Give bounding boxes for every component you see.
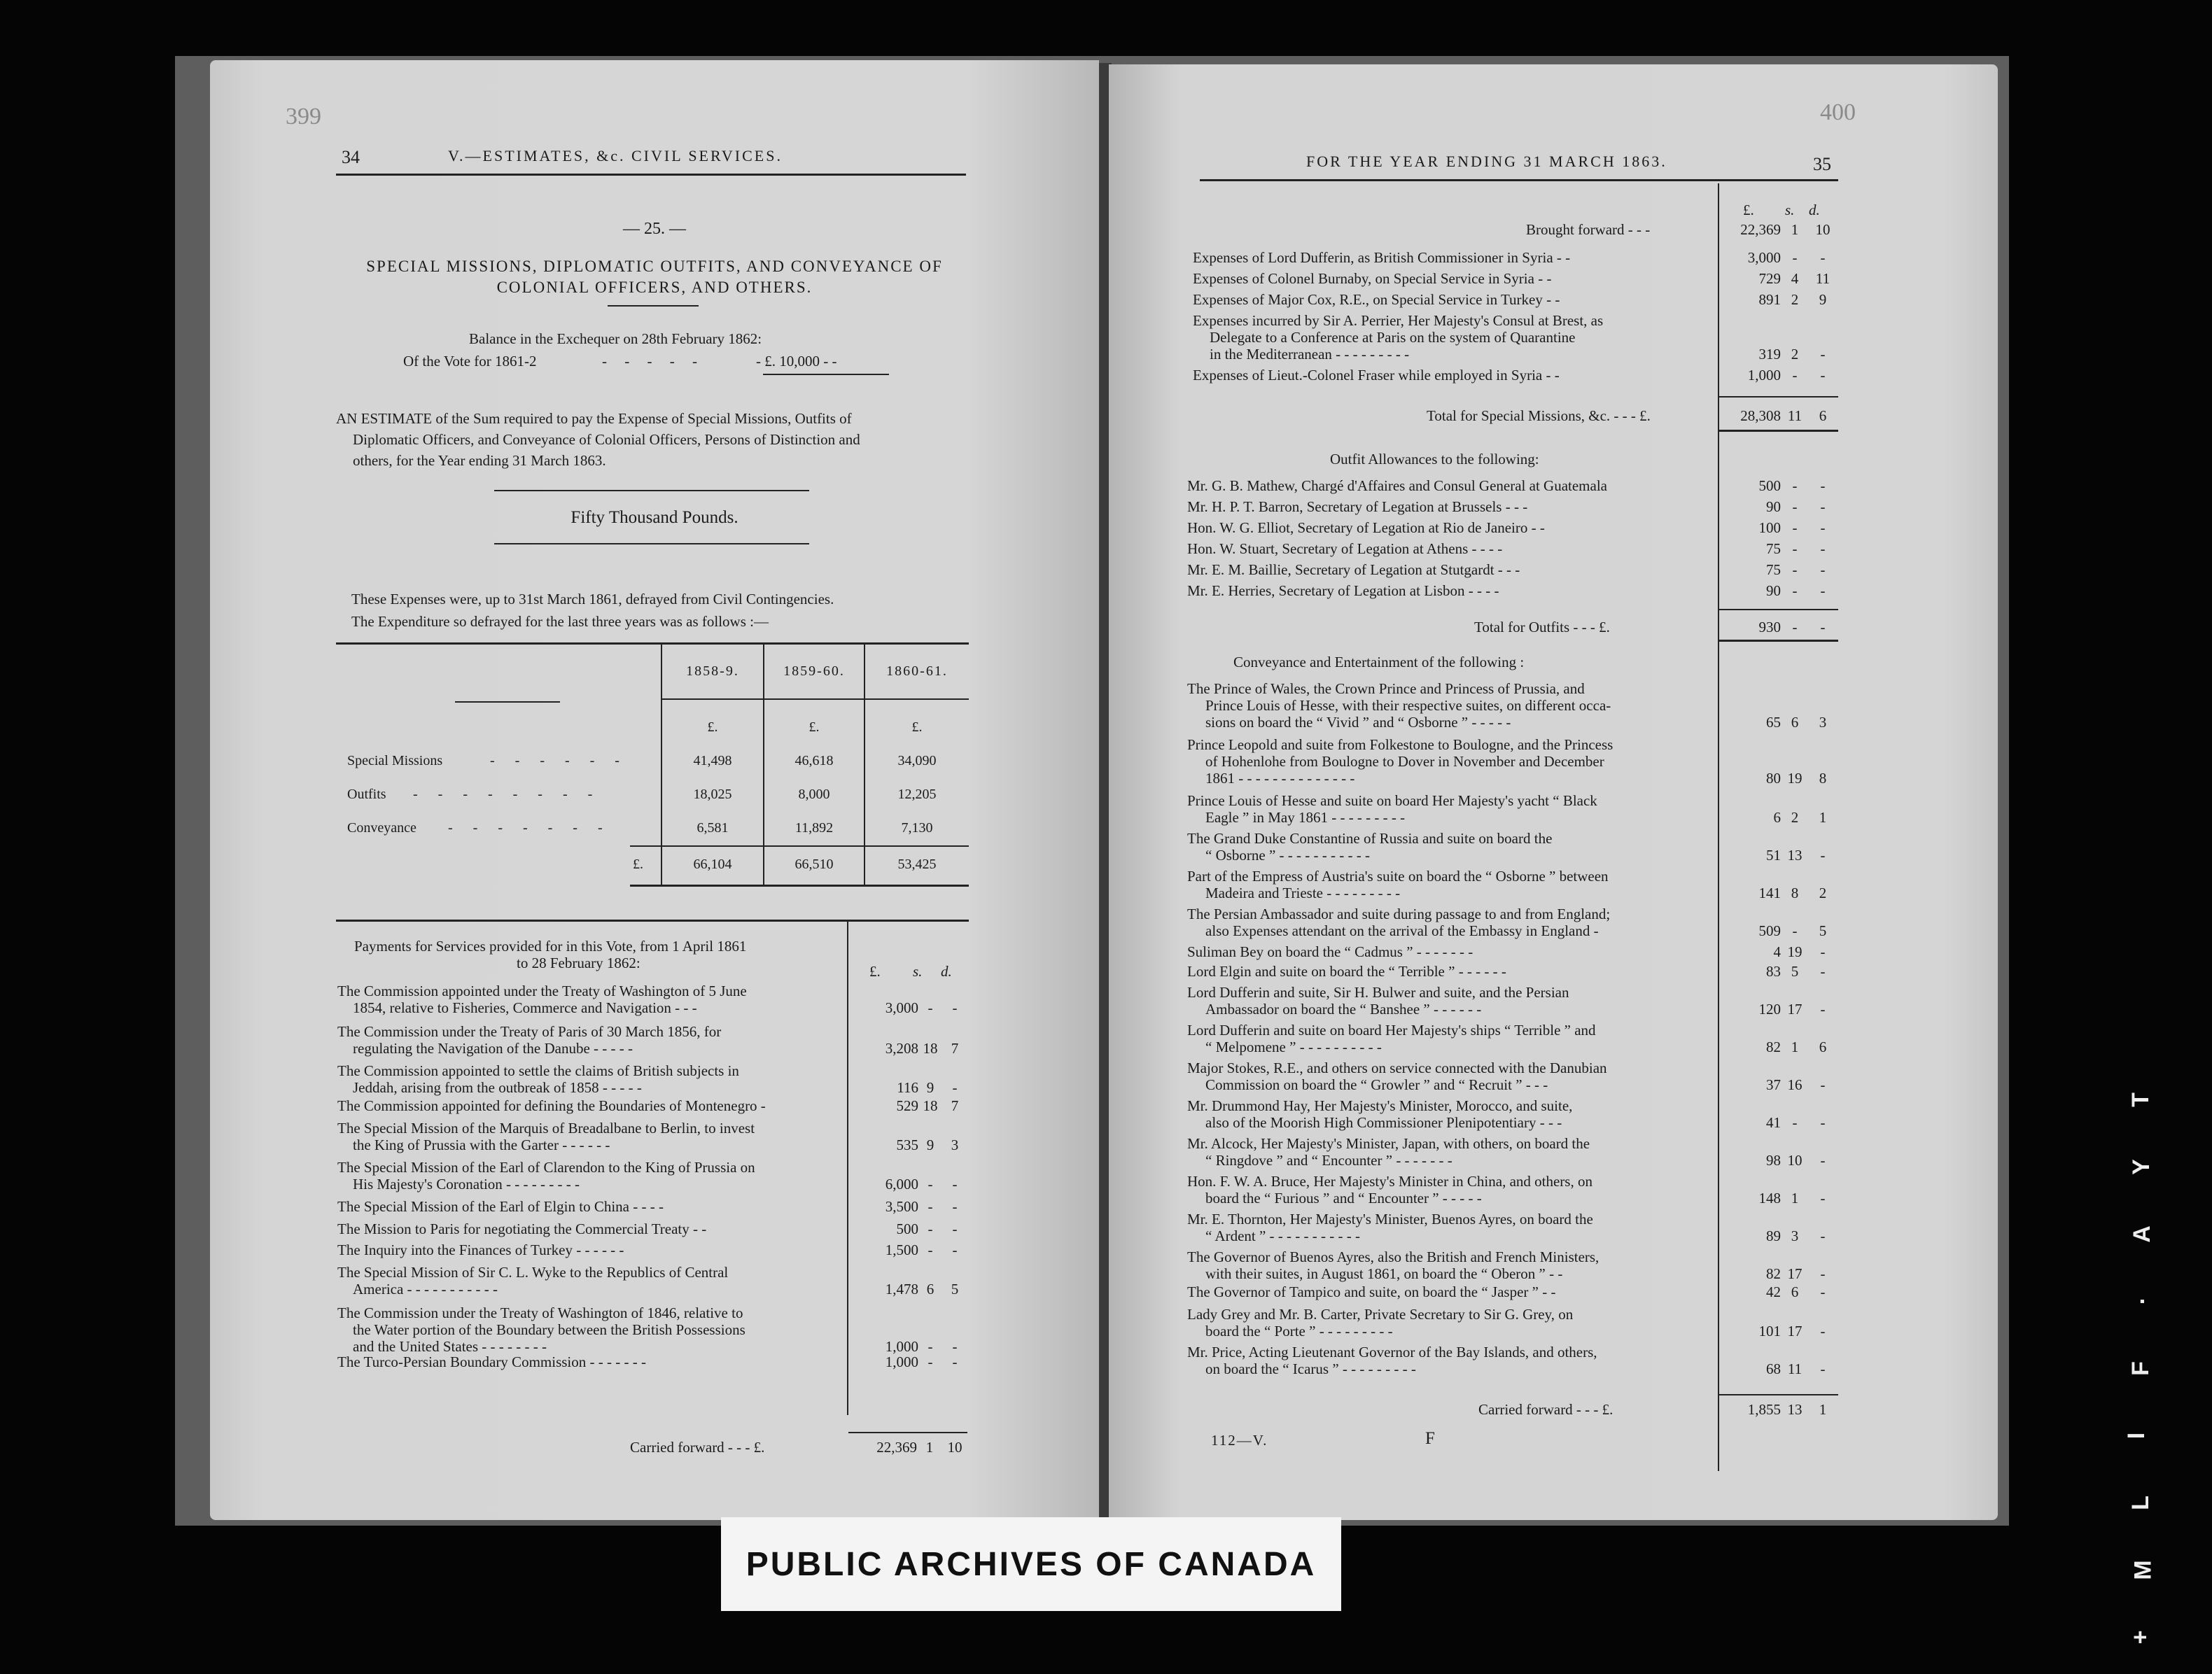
running-head: FOR THE YEAR ENDING 31 MARCH 1863. (1306, 153, 1667, 170)
page-number: 34 (342, 147, 360, 167)
entry-pence: 7 (951, 1097, 959, 1114)
entry-text: “ Osborne ” - - - - - - - - - - - (1205, 847, 1370, 864)
film-edge-letter: + (2127, 1630, 2154, 1645)
entry-pounds: 729 (1758, 270, 1781, 287)
entry-pence: - (1820, 540, 1826, 557)
expenditure-dashes-3: - - - - - - - (448, 820, 611, 836)
entry-pounds: 4 (1773, 943, 1781, 960)
entry-text: The Commission appointed under the Treaty of Washington of 5 June (337, 983, 747, 999)
entry-text: Hon. W. G. Elliot, Secretary of Legation at Rio de Janeiro - - (1187, 519, 1545, 536)
entry-text: Expenses of Lieut.-Colonel Fraser while employed in Syria - - (1193, 367, 1560, 384)
film-edge-letter: L (2127, 1496, 2154, 1510)
entry-pounds: 3,000 (885, 999, 918, 1016)
outfit-total-pence: - (1820, 619, 1826, 635)
expenditure-value: 6,581 (696, 820, 729, 836)
entry-shillings: - (1792, 367, 1798, 384)
entry-text: Lord Dufferin and suite on board Her Majesty's ships “ Terrible ” and (1187, 1022, 1596, 1039)
payments-heading-1: Payments for Services provided for in this Vote, from 1 April 1861 (354, 938, 747, 955)
entry-text: Mr. Price, Acting Lieutenant Governor of the Bay Islands, and others, (1187, 1344, 1597, 1360)
entry-text: Prince Louis of Hesse and suite on board Her Majesty's yacht “ Black (1187, 792, 1597, 809)
payments-heading-2: to 28 February 1862: (517, 955, 640, 971)
entry-shillings: - (927, 1242, 933, 1258)
entry-text: 1861 - - - - - - - - - - - - - - (1205, 770, 1355, 787)
expenditure-dashes-1: - - - - - - (490, 753, 628, 768)
entry-pounds: 41 (1766, 1114, 1781, 1131)
film-edge-letter: I (2123, 1432, 2150, 1440)
entry-text: regulating the Navigation of the Danube - - - - - (353, 1040, 634, 1057)
entry-pounds: 529 (896, 1097, 918, 1114)
entry-shillings: 18 (923, 1040, 938, 1057)
col-pence: d. (941, 963, 952, 980)
entry-text: The Special Mission of Sir C. L. Wyke to the Republics of Central (337, 1264, 729, 1281)
estimate-line3: others, for the Year ending 31 March 1863. (353, 452, 606, 469)
entry-pounds: 148 (1758, 1190, 1781, 1207)
entry-pence: 2 (1819, 885, 1827, 901)
entry-shillings: - (927, 999, 933, 1016)
entry-shillings: - (1792, 540, 1798, 557)
entry-text: Expenses of Colonel Burnaby, on Special Service in Syria - - (1193, 270, 1552, 287)
entry-pence: 7 (951, 1040, 959, 1057)
currency-3: £. (911, 719, 923, 735)
entry-text: The Special Mission of the Earl of Elgin to China - - - - (337, 1198, 664, 1215)
carried-pence: 10 (947, 1439, 962, 1456)
expenditure-label-3: Conveyance (347, 820, 416, 836)
year-header-2: 1859-60. (783, 663, 845, 679)
col-shillings: s. (1785, 202, 1795, 218)
entry-pence: - (1820, 1265, 1826, 1282)
entry-shillings: 10 (1787, 1152, 1802, 1169)
entry-pence: - (952, 1338, 958, 1355)
entry-text: Part of the Empress of Austria's suite on board the “ Osborne ” between (1187, 868, 1609, 885)
currency-1: £. (707, 719, 718, 735)
entry-pence: 11 (1815, 270, 1830, 287)
film-edge-letter: Y (2127, 1159, 2155, 1175)
entry-pounds: 98 (1766, 1152, 1781, 1169)
entry-text: with their suites, in August 1861, on board the “ Oberon ” - - (1205, 1265, 1563, 1282)
carried-shillings: 1 (925, 1439, 934, 1456)
archive-plate (721, 1517, 1341, 1611)
outfit-total-shillings: - (1792, 619, 1798, 635)
entry-text: Madeira and Trieste - - - - - - - - - (1205, 885, 1401, 901)
entry-pence: - (1820, 963, 1826, 980)
entry-text: Mr. Alcock, Her Majesty's Minister, Japan, with others, on board the (1187, 1135, 1590, 1152)
expenditure-value: 11,892 (794, 820, 834, 836)
col-pounds: £. (1743, 202, 1754, 218)
entry-pounds: 535 (896, 1137, 918, 1153)
carried-shillings: 13 (1787, 1401, 1802, 1418)
entry-pence: - (952, 1176, 958, 1193)
brought-pence: 10 (1815, 221, 1830, 238)
carried-rule (1719, 1394, 1838, 1395)
carried-pounds: 22,369 (876, 1439, 917, 1456)
entry-shillings: 1 (1791, 1190, 1799, 1207)
expenditure-value: 18,025 (693, 787, 732, 802)
entry-pounds: 120 (1758, 1001, 1781, 1018)
entry-pounds: 116 (897, 1079, 918, 1096)
balance-line: Balance in the Exchequer on 28th February 1862: (469, 330, 762, 347)
entry-pounds: 82 (1766, 1265, 1781, 1282)
entry-pounds: 100 (1758, 519, 1781, 536)
brought-forward-label: Brought forward - - - (1526, 221, 1651, 238)
entry-pounds: 75 (1766, 561, 1781, 578)
entry-text: Ambassador on board the “ Banshee ” - - - - - - (1205, 1001, 1482, 1018)
entry-shillings: 2 (1791, 291, 1799, 308)
entry-text: Hon. F. W. A. Bruce, Her Majesty's Minister in China, and others, on (1187, 1173, 1592, 1190)
entry-pounds: 83 (1766, 963, 1781, 980)
entry-text: Expenses incurred by Sir A. Perrier, Her Majesty's Consul at Brest, as (1193, 312, 1604, 329)
entry-pounds: 90 (1766, 582, 1781, 599)
entry-pounds: 65 (1766, 714, 1781, 731)
entry-text: Lord Elgin and suite on board the “ Terrible ” - - - - - - (1187, 963, 1506, 980)
entry-text: The Commission appointed to settle the claims of British subjects in (337, 1062, 739, 1079)
entry-shillings: - (927, 1221, 933, 1237)
entry-text: Mr. E. Thornton, Her Majesty's Minister, Buenos Ayres, on board the (1187, 1211, 1593, 1228)
entry-shillings: 6 (1791, 714, 1799, 731)
special-total-label: Total for Special Missions, &c. - - - £. (1427, 407, 1651, 424)
col-pounds: £. (869, 963, 881, 980)
film-edge-letter: . (2123, 1297, 2150, 1305)
entry-shillings: 3 (1791, 1228, 1799, 1244)
entry-pounds: 500 (1758, 477, 1781, 494)
expenditure-value: 34,090 (897, 753, 937, 768)
payments-list (210, 60, 1099, 1520)
entry-text: Mr. G. B. Mathew, Chargé d'Affaires and Consul General at Guatemala (1187, 477, 1607, 494)
entry-pounds: 3,208 (885, 1040, 918, 1057)
entry-text: the King of Prussia with the Garter - - - - - - (353, 1137, 610, 1153)
entry-text: The Special Mission of the Earl of Clarendon to the King of Prussia on (337, 1159, 755, 1176)
entry-pence: - (952, 999, 958, 1016)
entry-shillings: 1 (1791, 1039, 1799, 1055)
special-total-shillings: 11 (1787, 407, 1802, 424)
entry-shillings: 17 (1787, 1265, 1802, 1282)
entry-pence: - (952, 1221, 958, 1237)
expenditure-total: 66,104 (693, 857, 732, 872)
entry-text: Hon. W. Stuart, Secretary of Legation at Athens - - - - (1187, 540, 1503, 557)
entry-text: Mr. E. Herries, Secretary of Legation at Lisbon - - - - (1187, 582, 1499, 599)
entry-shillings: 19 (1787, 943, 1802, 960)
entry-pence: 9 (1819, 291, 1827, 308)
entry-pence: - (1820, 561, 1826, 578)
brought-shillings: 1 (1791, 221, 1799, 238)
entry-pence: 6 (1819, 1039, 1827, 1055)
entry-shillings: 6 (926, 1281, 934, 1297)
expenditure-label-1: Special Missions (347, 753, 443, 768)
entry-pounds: 3,000 (1747, 249, 1781, 266)
entry-pounds: 6 (1773, 809, 1781, 826)
entry-text: Prince Louis of Hesse, with their respective suites, on different occa- (1205, 697, 1611, 714)
archive-number: 400 (1820, 99, 1856, 125)
section-number: — 25. — (623, 220, 686, 238)
entry-pence: - (952, 1198, 958, 1215)
film-edge-letter: F (2127, 1361, 2154, 1376)
right-page (1109, 64, 1998, 1520)
entry-pence: - (1820, 1228, 1826, 1244)
entry-text: also Expenses attendant on the arrival of the Embassy in England - (1205, 922, 1599, 939)
year-header-3: 1860-61. (886, 663, 948, 679)
entry-shillings: 18 (923, 1097, 938, 1114)
entry-pounds: 51 (1766, 847, 1781, 864)
sum-in-words: Fifty Thousand Pounds. (570, 508, 738, 527)
entry-text: Jeddah, arising from the outbreak of 1858 - - - - - (353, 1079, 642, 1096)
entry-text: on board the “ Icarus ” - - - - - - - - - (1205, 1360, 1416, 1377)
entry-text: “ Ardent ” - - - - - - - - - - - (1205, 1228, 1360, 1244)
entry-pence: 1 (1819, 809, 1827, 826)
carried-pounds: 1,855 (1747, 1401, 1781, 1418)
entry-text: Lady Grey and Mr. B. Carter, Private Secretary to Sir G. Grey, on (1187, 1306, 1574, 1323)
vote-amount: - £. 10,000 - - (756, 353, 837, 370)
entry-shillings: 17 (1787, 1001, 1802, 1018)
entry-shillings: - (1792, 561, 1798, 578)
entry-text: in the Mediterranean - - - - - - - - - (1210, 346, 1410, 363)
entry-pence: - (1820, 1001, 1826, 1018)
col-shillings: s. (913, 963, 923, 980)
entry-pounds: 80 (1766, 770, 1781, 787)
entry-pence: 3 (1819, 714, 1827, 731)
entry-shillings: 8 (1791, 885, 1799, 901)
entry-text: The Mission to Paris for negotiating the Commercial Treaty - - (337, 1221, 707, 1237)
col-pence: d. (1809, 202, 1820, 218)
entry-pounds: 891 (1758, 291, 1781, 308)
film-edge-letter: M (2129, 1560, 2157, 1580)
expenditure-value: 7,130 (901, 820, 933, 836)
entry-shillings: 4 (1791, 270, 1799, 287)
estimate-line1: AN ESTIMATE of the Sum required to pay the Expense of Special Missions, Outfits of (336, 410, 852, 427)
brought-pounds: 22,369 (1740, 221, 1781, 238)
entry-shillings: - (927, 1338, 933, 1355)
expenditure-value: 46,618 (794, 753, 834, 768)
entry-text: The Commission under the Treaty of Washington of 1846, relative to (337, 1304, 743, 1321)
entry-text: America - - - - - - - - - - - (353, 1281, 498, 1297)
entry-text: board the “ Furious ” and “ Encounter ” - - - - - (1205, 1190, 1482, 1207)
entry-pence: - (1820, 847, 1826, 864)
expenditure-total: 53,425 (897, 857, 937, 872)
entry-shillings: 19 (1787, 770, 1802, 787)
entry-pounds: 90 (1766, 498, 1781, 515)
entry-pence: - (1820, 1190, 1826, 1207)
entry-pence: - (952, 1353, 958, 1370)
entry-pounds: 141 (1758, 885, 1781, 901)
entry-pounds: 89 (1766, 1228, 1781, 1244)
conveyance-list (1109, 64, 1998, 1520)
entry-pence: - (1820, 1114, 1826, 1131)
entry-text: board the “ Porte ” - - - - - - - - - (1205, 1323, 1393, 1339)
entry-text: Eagle ” in May 1861 - - - - - - - - - (1205, 809, 1406, 826)
entry-text: sions on board the “ Vivid ” and “ Osborne ” - - - - - (1205, 714, 1511, 731)
entry-text: The Governor of Buenos Ayres, also the British and French Ministers, (1187, 1249, 1600, 1265)
entry-pence: - (1820, 943, 1826, 960)
entry-pounds: 3,500 (885, 1198, 918, 1215)
entry-pounds: 75 (1766, 540, 1781, 557)
entry-pence: 5 (1819, 922, 1827, 939)
entry-text: Commission on board the “ Growler ” and “ Recruit ” - - - (1205, 1076, 1548, 1093)
entry-pounds: 1,000 (1747, 367, 1781, 384)
entry-text: “ Ringdove ” and “ Encounter ” - - - - - - - (1205, 1152, 1452, 1169)
entry-pounds: 509 (1758, 922, 1781, 939)
entry-pence: 3 (951, 1137, 959, 1153)
carried-rule (848, 1432, 967, 1433)
entry-text: the Water portion of the Boundary between the British Possessions (353, 1321, 746, 1338)
entry-pence: - (1820, 519, 1826, 536)
expenditure-total: 66,510 (794, 857, 834, 872)
entry-text: Mr. Drummond Hay, Her Majesty's Minister, Morocco, and suite, (1187, 1097, 1573, 1114)
entry-pounds: 37 (1766, 1076, 1781, 1093)
entry-pounds: 500 (896, 1221, 918, 1237)
expenditure-dashes-2: - - - - - - - - (413, 787, 601, 802)
entry-text: The Commission under the Treaty of Paris of 30 March 1856, for (337, 1023, 722, 1040)
entry-text: Expenses of Major Cox, R.E., on Special Service in Turkey - - (1193, 291, 1560, 308)
entry-shillings: - (1792, 249, 1798, 266)
entry-text: Major Stokes, R.E., and others on service connected with the Danubian (1187, 1060, 1607, 1076)
entry-pence: - (952, 1079, 958, 1096)
archive-number: 399 (286, 104, 321, 129)
entry-text: The Commission appointed for defining the Boundaries of Montenegro - (337, 1097, 766, 1114)
entry-text: The Turco-Persian Boundary Commission - - - - - - - (337, 1353, 646, 1370)
entry-text: The Persian Ambassador and suite during passage to and from England; (1187, 906, 1611, 922)
entry-shillings: - (1792, 519, 1798, 536)
entry-pence: - (1820, 1360, 1826, 1377)
entry-pounds: 42 (1766, 1283, 1781, 1300)
estimate-line2: Diplomatic Officers, and Conveyance of Colonial Officers, Persons of Distinction and (353, 431, 860, 448)
entry-text: Expenses of Lord Dufferin, as British Commissioner in Syria - - (1193, 249, 1571, 266)
entry-shillings: 13 (1787, 847, 1802, 864)
entry-pounds: 319 (1758, 346, 1781, 363)
entry-pounds: 101 (1758, 1323, 1781, 1339)
carried-forward-label: Carried forward - - - £. (630, 1439, 765, 1456)
entry-pence: - (1820, 1152, 1826, 1169)
entry-pounds: 68 (1766, 1360, 1781, 1377)
entry-shillings: - (927, 1198, 933, 1215)
entry-text: The Grand Duke Constantine of Russia and suite on board the (1187, 830, 1553, 847)
entry-pence: - (1820, 1283, 1826, 1300)
running-head: V.—ESTIMATES, &c. CIVIL SERVICES. (448, 147, 783, 164)
entry-text: Lord Dufferin and suite, Sir H. Bulwer and suite, and the Persian (1187, 984, 1569, 1001)
entry-shillings: 17 (1787, 1323, 1802, 1339)
carried-forward-label: Carried forward - - - £. (1478, 1401, 1614, 1418)
entry-pounds: 1,500 (885, 1242, 918, 1258)
entry-shillings: - (927, 1353, 933, 1370)
entry-pence: - (1820, 582, 1826, 599)
entry-pence: - (1820, 477, 1826, 494)
expenses-line2: The Expenditure so defrayed for the last three years was as follows :— (351, 613, 769, 630)
entry-shillings: - (1792, 1114, 1798, 1131)
entry-pence: - (1820, 346, 1826, 363)
outfit-total-label: Total for Outfits - - - £. (1474, 619, 1610, 635)
entry-pence: - (1820, 1076, 1826, 1093)
outfit-total-pounds: 930 (1758, 619, 1781, 635)
entry-shillings: 16 (1787, 1076, 1802, 1093)
page-number: 35 (1813, 154, 1831, 174)
entry-text: of Hohenlohe from Boulogne to Dover in November and December (1205, 753, 1604, 770)
outfit-heading: Outfit Allowances to the following: (1330, 451, 1539, 467)
entry-shillings: 2 (1791, 346, 1799, 363)
entry-shillings: 9 (926, 1137, 934, 1153)
entry-shillings: - (1792, 477, 1798, 494)
entry-shillings: 11 (1787, 1360, 1802, 1377)
entry-pounds: 6,000 (885, 1176, 918, 1193)
entry-shillings: 2 (1791, 809, 1799, 826)
entry-text: and the United States - - - - - - - - (353, 1338, 547, 1355)
expenditure-value: 12,205 (897, 787, 937, 802)
film-edge-letter: A (2128, 1225, 2155, 1243)
currency-2: £. (808, 719, 820, 735)
special-total-pounds: 28,308 (1740, 407, 1781, 424)
footer-code: 112—V. (1211, 1432, 1268, 1449)
entry-shillings: - (1792, 498, 1798, 515)
entry-text: The Prince of Wales, the Crown Prince and Princess of Prussia, and (1187, 680, 1585, 697)
entry-text: Delegate to a Conference at Paris on the system of Quarantine (1210, 329, 1576, 346)
entry-pence: 5 (951, 1281, 959, 1297)
entry-text: also of the Moorish High Commissioner Plenipotentiary - - - (1205, 1114, 1562, 1131)
entry-shillings: - (1792, 582, 1798, 599)
expenses-line1: These Expenses were, up to 31st March 1861, defrayed from Civil Contingencies. (351, 591, 834, 607)
expenditure-label-2: Outfits (347, 787, 386, 802)
film-edge-letter: T (2127, 1092, 2154, 1107)
signature-mark: F (1425, 1429, 1435, 1448)
conveyance-heading: Conveyance and Entertainment of the following : (1233, 654, 1525, 670)
vote-label: Of the Vote for 1861-2 (403, 353, 537, 370)
entry-shillings: 5 (1791, 963, 1799, 980)
left-page (210, 60, 1099, 1520)
entry-pence: - (1820, 249, 1826, 266)
entry-text: His Majesty's Coronation - - - - - - - - - (353, 1176, 580, 1193)
entry-text: Mr. E. M. Baillie, Secretary of Legation at Stutgardt - - - (1187, 561, 1520, 578)
year-header-1: 1858-9. (686, 663, 739, 679)
special-total-pence: 6 (1819, 407, 1827, 424)
expenditure-value: 41,498 (693, 753, 732, 768)
entry-text: Prince Leopold and suite from Folkestone to Boulogne, and the Princess (1187, 736, 1614, 753)
entry-pounds: 1,000 (885, 1338, 918, 1355)
entry-pence: 8 (1819, 770, 1827, 787)
entry-pounds: 1,478 (885, 1281, 918, 1297)
carried-pence: 1 (1819, 1401, 1827, 1418)
section-title-line2: COLONIAL OFFICERS, AND OTHERS. (496, 279, 813, 296)
entry-text: The Inquiry into the Finances of Turkey - - - - - - (337, 1242, 624, 1258)
entry-shillings: - (1792, 922, 1798, 939)
archive-plate-text: PUBLIC ARCHIVES OF CANADA (746, 1546, 1317, 1583)
entry-text: “ Melpomene ” - - - - - - - - - - (1205, 1039, 1382, 1055)
section-title-line1: SPECIAL MISSIONS, DIPLOMATIC OUTFITS, AND CONVEYANCE OF (366, 258, 943, 275)
entry-pounds: 1,000 (885, 1353, 918, 1370)
entry-pence: - (1820, 1323, 1826, 1339)
entry-text: 1854, relative to Fisheries, Commerce and Navigation - - - (353, 999, 697, 1016)
entry-pounds: 82 (1766, 1039, 1781, 1055)
entry-shillings: - (927, 1176, 933, 1193)
entry-shillings: 6 (1791, 1283, 1799, 1300)
expenditure-value: 8,000 (798, 787, 830, 802)
entry-text: Suliman Bey on board the “ Cadmus ” - - - - - - - (1187, 943, 1474, 960)
vote-dashes: - - - - - (602, 353, 704, 370)
entry-shillings: 9 (926, 1079, 934, 1096)
entry-pence: - (1820, 367, 1826, 384)
entry-pence: - (1820, 498, 1826, 515)
entry-pence: - (952, 1242, 958, 1258)
entry-text: Mr. H. P. T. Barron, Secretary of Legation at Brussels - - - (1187, 498, 1528, 515)
entry-text: The Governor of Tampico and suite, on board the “ Jasper ” - - (1187, 1283, 1556, 1300)
film-edge-marking (2123, 1050, 2170, 1673)
total-currency: £. (633, 857, 643, 872)
entry-text: The Special Mission of the Marquis of Breadalbane to Berlin, to invest (337, 1120, 755, 1137)
